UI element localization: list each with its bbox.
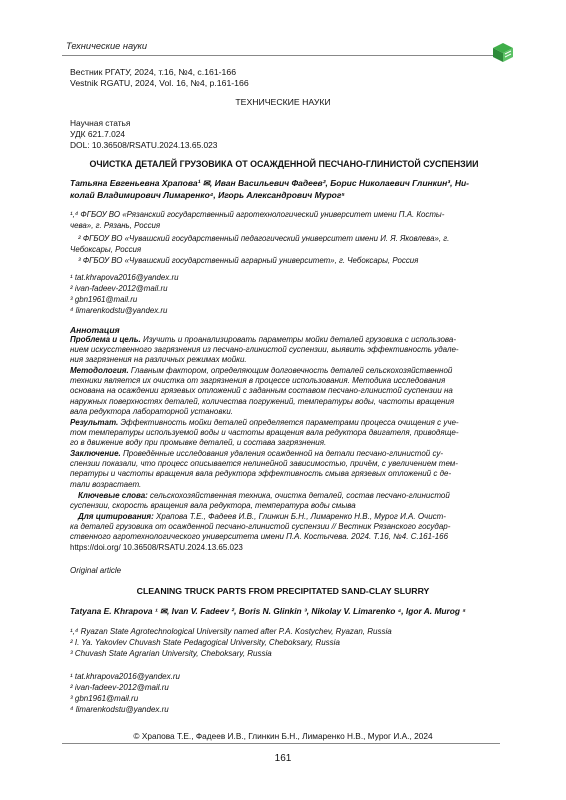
en-email: ¹ tat.khrapova2016@yandex.ru (70, 672, 180, 681)
abstract-line: ния загрязнения на различных режимах мойки. (70, 355, 247, 364)
citation-line: Храпова Т.Е., Фадеев И.В., Глинкин Б.Н., Лимаренко Н.В., Мурог И.А. Очист- (153, 512, 446, 521)
en-email: ⁴ limarenkodstu@yandex.ru (70, 705, 169, 714)
abstract-line: вала редуктора лабораторной установки. (70, 407, 233, 416)
abstract-problem (70, 335, 500, 345)
header-divider (62, 55, 500, 56)
abstract-line: том температуры используемой воды и частоты вращения вала редуктора двигателя, приводяще- (70, 428, 459, 437)
abstract-line: го в движение воду при промывке деталей, и состава загрязнения. (70, 438, 327, 447)
conclusion-label: Заключение. (70, 449, 121, 458)
abstract-line: основана на осаждении грязевых отложений с заданным составом песчано-глинистой суспензии на (70, 386, 453, 395)
ru-email: ³ gbn1961@mail.ru (70, 295, 138, 304)
copyright-line: © Храпова Т.Е., Фадеев И.В., Глинкин Б.Н., Лимаренко Н.В., Мурог И.А., 2024 (133, 731, 433, 741)
keywords-line: суспензии, скорость вращения вала редуктора, температура воды смыва (70, 501, 356, 510)
journal-ru-citation: Вестник РГАТУ, 2024, т.16, №4, с.161-166 (70, 67, 237, 77)
citation-line: ка деталей грузовика от осажденной песчано-глинистой суспензии // Вестник Рязанского государ- (70, 522, 451, 531)
section-heading: ТЕХНИЧЕСКИЕ НАУКИ (235, 97, 331, 107)
methodology-label: Методология. (70, 366, 129, 375)
abstract-line: тали возрастает. (70, 480, 142, 489)
ru-affiliation-line: Чебоксары, Россия (70, 245, 142, 254)
ru-affiliation-line: ² ФГБОУ ВО «Чувашский государственный педагогический университет имени И. Я. Яковлева», г. (78, 234, 450, 243)
abstract-line: Главным фактором, определяющим долговечность деталей сельскохозяйственной (128, 366, 453, 375)
ru-authors-line-2: колай Владимирович Лимаренко⁴, Игорь Александрович Мурог⁵ (70, 190, 345, 200)
en-article-type: Original article (70, 566, 122, 575)
keywords (78, 491, 500, 501)
udk-code: УДК 621.7.024 (70, 129, 126, 139)
abstract-line: нием искусственного загрязнения из песчано-глинистой суспензии, выявить эффективность удале- (70, 345, 459, 354)
en-affiliation: ¹,⁴ Ryazan State Agrotechnological University named after P.A. Kostychev, Ryazan, Russia (70, 627, 392, 636)
ru-affiliation-line: ³ ФГБОУ ВО «Чувашский государственный аграрный университет», г. Чебоксары, Россия (78, 256, 419, 265)
abstract-line: техники является их очистка от загрязнения в процессе использования. Методика исследования (70, 376, 446, 385)
citation-label: Для цитирования: (78, 512, 154, 521)
abstract-line: Изучить и проанализировать параметры мойки деталей грузовика с использова- (140, 335, 457, 344)
ru-authors-line-1: Татьяна Евгеньевна Храпова¹ ✉, Иван Васильевич Фадеев², Борис Николаевич Глинкин³, Ни- (70, 178, 469, 188)
keywords-label: Ключевые слова: (78, 491, 148, 500)
abstract-line: Проведённые исследования удаления осажденной на детали песчано-глинистой су- (120, 449, 444, 458)
abstract-result (70, 418, 500, 428)
abstract-line: Эффективность мойки деталей определяется параметрами процесса очищения с уче- (118, 418, 459, 427)
journal-book-logo-icon (491, 40, 515, 64)
en-email: ² ivan-fadeev-2012@mail.ru (70, 683, 169, 692)
en-affiliation: ² I. Ya. Yakovlev Chuvash State Pedagogical University, Cheboksary, Russia (70, 638, 340, 647)
ru-email: ² ivan-fadeev-2012@mail.ru (70, 284, 168, 293)
abstract-line: наружных поверхностях деталей, количества погружений, температуры воды, частоты вращения (70, 397, 455, 406)
ru-email: ⁴ limarenkodstu@yandex.ru (70, 306, 168, 315)
journal-en-citation: Vestnik RGATU, 2024, Vol. 16, №4, p.161-166 (70, 78, 249, 88)
en-affiliation: ³ Chuvash State Agrarian University, Cheboksary, Russia (70, 649, 272, 658)
citation (78, 512, 500, 522)
abstract-heading: Аннотация (70, 325, 120, 335)
running-title: Технические науки (66, 41, 148, 51)
ru-affiliation-line: чева», г. Рязань, Россия (70, 221, 161, 230)
keywords-line: сельскохозяйственная техника, очистка деталей, состав песчано-глинистой (147, 491, 450, 500)
abstract-methodology (70, 366, 500, 376)
article-type: Научная статья (70, 118, 131, 128)
abstract-conclusion (70, 449, 500, 459)
en-authors: Tatyana E. Khrapova ¹ ✉, Ivan V. Fadeev ², Boris N. Glinkin ³, Nikolay V. Limarenko ⁴, Igor A. Murog ⁵ (70, 606, 466, 616)
doi: DOL: 10.36508/RSATU.2024.13.65.023 (70, 140, 218, 150)
citation-line: ственного агротехнологического университета имени П.А. Костычева. 2024. Т.16, №4. С.161-166 (70, 532, 449, 541)
footer-divider (62, 743, 500, 744)
en-article-title: CLEANING TRUCK PARTS FROM PRECIPITATED SAND-CLAY SLURRY (136, 586, 430, 596)
problem-label: Проблема и цель. (70, 335, 141, 344)
result-label: Результат. (70, 418, 119, 427)
ru-email: ¹ tat.khrapova2016@yandex.ru (70, 273, 179, 282)
abstract-line: пературы и частоты вращения вала редуктора эффективность смыва грязевых отложений с де- (70, 469, 452, 478)
abstract-line: спензии показали, что процесс описывается нелинейной зависимостью, причём, с увеличением тем- (70, 459, 458, 468)
en-email: ³ gbn1961@mail.ru (70, 694, 139, 703)
citation-doi-link[interactable]: https://doi.org/ 10.36508/RSATU.2024.13.65.023 (70, 543, 243, 552)
page-number: 161 (274, 753, 292, 764)
ru-article-title: ОЧИСТКА ДЕТАЛЕЙ ГРУЗОВИКА ОТ ОСАЖДЕННОЙ ПЕСЧАНО-ГЛИНИСТОЙ СУСПЕНЗИИ (89, 159, 479, 169)
ru-affiliation-line: ¹,⁴ ФГБОУ ВО «Рязанский государственный агротехнологический университет имени П.А. Косты- (70, 210, 445, 219)
